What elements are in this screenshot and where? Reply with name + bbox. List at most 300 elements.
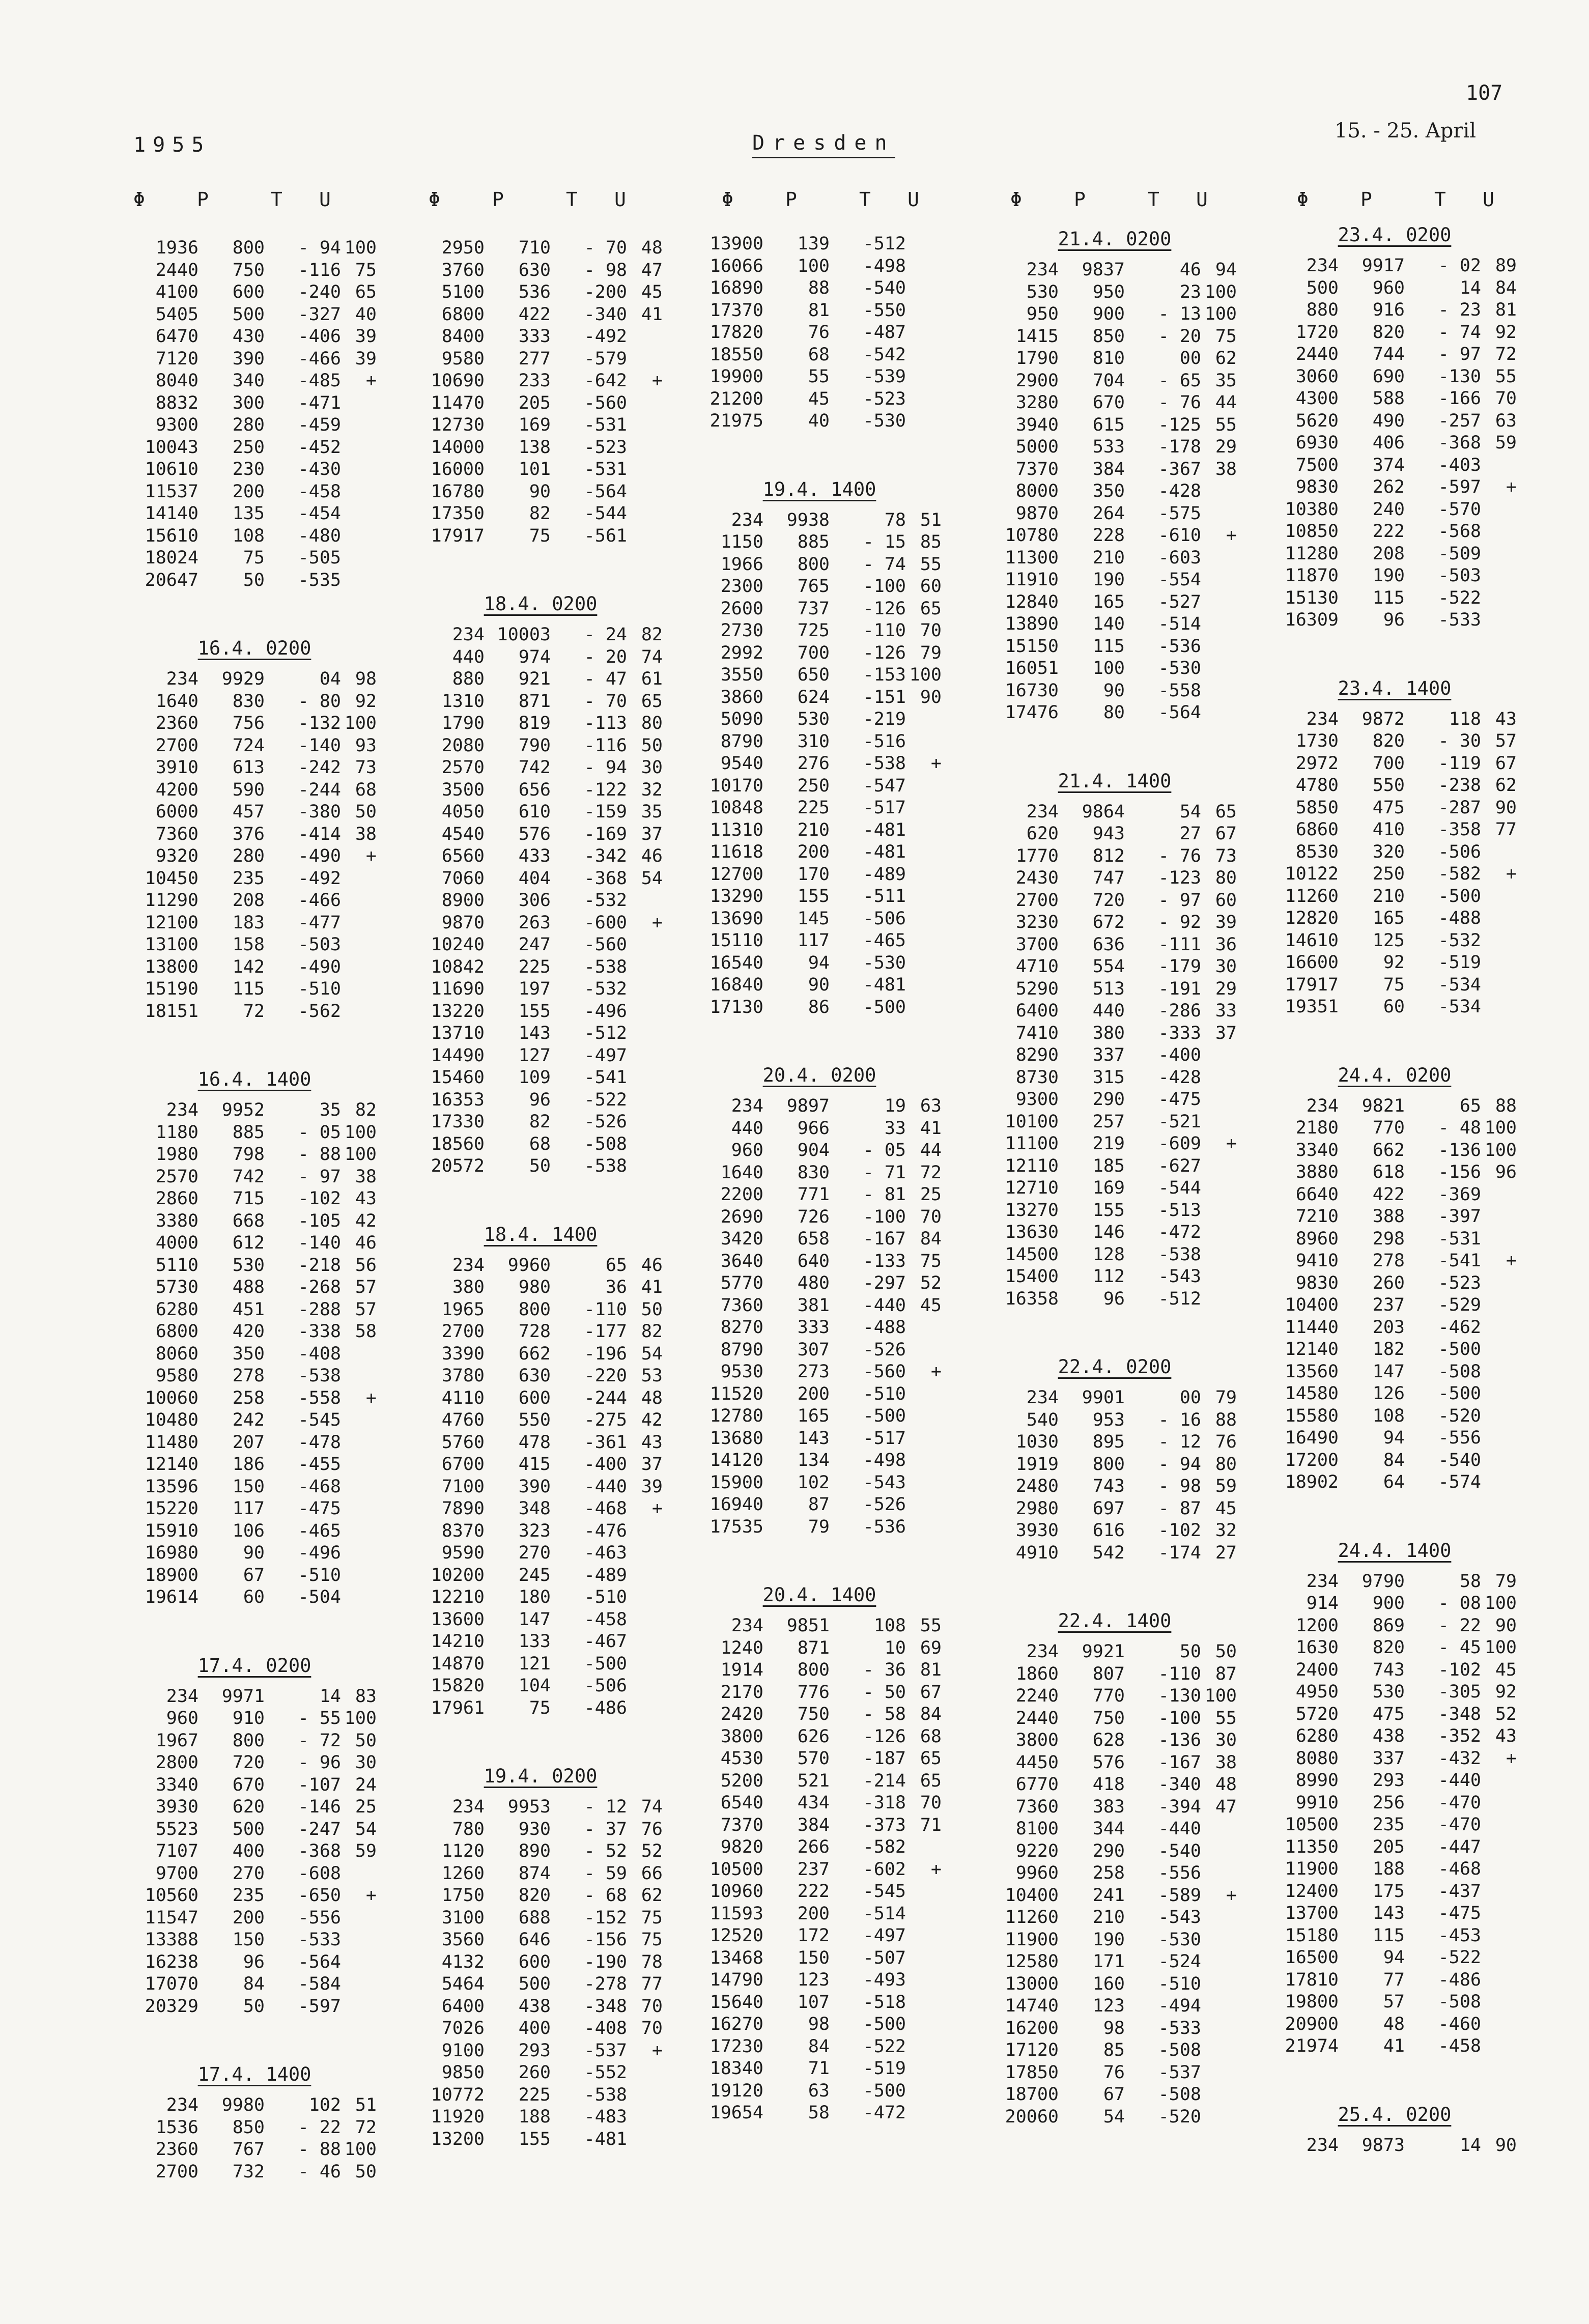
t-cell: -545 bbox=[863, 1881, 906, 1902]
mark-cell bbox=[1237, 1663, 1262, 1686]
mark-cell bbox=[377, 1277, 402, 1299]
mark-cell bbox=[663, 757, 688, 779]
mark-cell bbox=[1517, 1206, 1542, 1228]
p-cell: 75 bbox=[243, 548, 265, 568]
mark-cell bbox=[377, 326, 402, 348]
u-cell: 70 bbox=[920, 1206, 942, 1227]
table-row bbox=[1278, 1659, 1542, 1682]
p-cell: 210 bbox=[1092, 547, 1125, 568]
u-cell: 29 bbox=[1215, 437, 1237, 457]
phi-cell: 4780 bbox=[1295, 775, 1339, 796]
table-row bbox=[702, 344, 967, 366]
p-cell: 225 bbox=[518, 2084, 551, 2105]
table-row bbox=[1278, 1969, 1542, 1992]
mark-cell bbox=[1517, 1161, 1542, 1184]
p-cell: 732 bbox=[232, 2161, 265, 2182]
table-row bbox=[702, 775, 967, 798]
phi-cell: 3640 bbox=[720, 1251, 763, 1271]
p-cell: 636 bbox=[1092, 934, 1125, 955]
p-cell: 155 bbox=[518, 2129, 551, 2149]
phi-cell: 12700 bbox=[710, 864, 763, 885]
table-row bbox=[137, 326, 402, 348]
u-cell bbox=[627, 2062, 663, 2084]
t-cell: -100 bbox=[1158, 1708, 1201, 1728]
u-cell: 84 bbox=[1495, 277, 1517, 298]
u-cell: 67 bbox=[1215, 824, 1237, 844]
u-cell bbox=[1201, 636, 1237, 658]
t-cell: -453 bbox=[1438, 1925, 1481, 1946]
phi-cell: 3060 bbox=[1295, 366, 1339, 387]
t-cell: -508 bbox=[1438, 1361, 1481, 1382]
phi-cell: 3380 bbox=[155, 1210, 198, 1231]
mark-cell bbox=[1517, 2014, 1542, 2036]
table-row bbox=[423, 1907, 688, 1930]
phi-cell: 18024 bbox=[145, 548, 198, 568]
u-cell bbox=[1481, 1881, 1517, 1903]
phi-cell: 13680 bbox=[710, 1428, 763, 1449]
phi-cell: 18151 bbox=[145, 1001, 198, 1022]
phi-cell: 13000 bbox=[1005, 1973, 1059, 1994]
mark-cell bbox=[1237, 326, 1262, 348]
p-cell: 756 bbox=[232, 713, 265, 733]
u-cell: 46 bbox=[641, 1255, 663, 1276]
table-row bbox=[423, 1840, 688, 1863]
t-cell: 00 bbox=[1179, 1387, 1201, 1408]
u-cell: + bbox=[1226, 1885, 1237, 1906]
phi-cell: 234 bbox=[452, 1797, 485, 1817]
t-cell: -558 bbox=[1158, 680, 1201, 701]
phi-cell: 20900 bbox=[1285, 2014, 1339, 2034]
u-cell: 94 bbox=[1215, 260, 1237, 280]
table-row bbox=[423, 1454, 688, 1476]
p-cell: 662 bbox=[1372, 1140, 1405, 1160]
phi-cell: 1860 bbox=[1015, 1663, 1059, 1684]
phi-cell: 15400 bbox=[1005, 1266, 1059, 1287]
u-cell: 93 bbox=[355, 735, 377, 756]
t-cell: -518 bbox=[863, 1992, 906, 2013]
mark-cell bbox=[1517, 255, 1542, 277]
mark-cell bbox=[377, 1210, 402, 1233]
phi-cell: 7100 bbox=[441, 1476, 485, 1497]
table-row bbox=[702, 1704, 967, 1726]
phi-cell: 11350 bbox=[1285, 1836, 1339, 1857]
p-cell: 263 bbox=[518, 912, 551, 933]
u-cell bbox=[627, 956, 663, 979]
table-row bbox=[1278, 1615, 1542, 1637]
table-row bbox=[702, 687, 967, 709]
data-column-1 bbox=[137, 237, 402, 2229]
phi-cell: 8080 bbox=[1295, 1748, 1339, 1769]
table-row bbox=[423, 326, 688, 348]
table-row bbox=[702, 1162, 967, 1184]
mark-cell bbox=[1237, 591, 1262, 614]
t-cell: -394 bbox=[1158, 1796, 1201, 1817]
mark-cell bbox=[1517, 455, 1542, 477]
phi-cell: 2300 bbox=[720, 576, 763, 597]
table-row bbox=[1278, 1836, 1542, 1859]
p-cell: 219 bbox=[1092, 1133, 1125, 1154]
phi-cell: 17535 bbox=[710, 1516, 763, 1537]
p-cell: 306 bbox=[518, 890, 551, 911]
u-cell bbox=[1201, 1840, 1237, 1863]
p-cell: 54 bbox=[1103, 2106, 1125, 2127]
table-row bbox=[998, 392, 1262, 414]
t-cell: -535 bbox=[298, 570, 341, 590]
t-cell: -458 bbox=[298, 481, 341, 502]
mark-cell bbox=[942, 1450, 967, 1472]
p-cell: 618 bbox=[1372, 1162, 1405, 1182]
p-cell: 662 bbox=[518, 1343, 551, 1364]
phi-cell: 234 bbox=[1306, 1571, 1339, 1592]
p-cell: 84 bbox=[1383, 1450, 1405, 1470]
p-cell: 108 bbox=[1372, 1405, 1405, 1426]
u-cell: 37 bbox=[1215, 1023, 1237, 1043]
t-cell: -100 bbox=[863, 1206, 906, 1227]
phi-cell: 8790 bbox=[720, 731, 763, 752]
sounding-block bbox=[998, 770, 1262, 1311]
phi-cell: 17350 bbox=[431, 503, 485, 524]
p-cell: 670 bbox=[1092, 392, 1125, 413]
u-cell: 30 bbox=[641, 757, 663, 778]
phi-cell: 16500 bbox=[1285, 1947, 1339, 1968]
mark-cell bbox=[1237, 1907, 1262, 1929]
t-cell: 65 bbox=[605, 1255, 627, 1276]
p-cell: 82 bbox=[529, 503, 551, 524]
p-cell: 121 bbox=[518, 1653, 551, 1674]
u-cell bbox=[341, 890, 377, 912]
mark-cell bbox=[377, 1409, 402, 1432]
p-cell: 300 bbox=[232, 392, 265, 413]
p-cell: 530 bbox=[232, 1255, 265, 1276]
u-cell: 70 bbox=[1495, 388, 1517, 409]
mark-cell bbox=[377, 1343, 402, 1366]
mark-cell bbox=[1517, 1770, 1542, 1792]
mark-cell bbox=[377, 1232, 402, 1255]
table-row bbox=[1278, 1228, 1542, 1251]
mark-cell bbox=[377, 481, 402, 503]
t-cell: -397 bbox=[1438, 1206, 1481, 1227]
u-cell bbox=[906, 1383, 942, 1406]
phi-cell: 2700 bbox=[155, 2161, 198, 2182]
p-cell: 138 bbox=[518, 437, 551, 458]
table-row bbox=[137, 1498, 402, 1520]
phi-cell: 16358 bbox=[1005, 1288, 1059, 1309]
table-row bbox=[423, 1697, 688, 1720]
phi-cell: 9580 bbox=[155, 1366, 198, 1386]
mark-cell bbox=[942, 1770, 967, 1793]
table-row bbox=[998, 1685, 1262, 1708]
u-cell: 90 bbox=[920, 687, 942, 707]
t-cell: -642 bbox=[584, 371, 627, 391]
u-cell bbox=[906, 2058, 942, 2080]
t-cell: -408 bbox=[298, 1343, 341, 1364]
u-cell: 57 bbox=[355, 1299, 377, 1320]
phi-cell: 3940 bbox=[1015, 414, 1059, 435]
t-cell: -584 bbox=[298, 1974, 341, 1994]
p-cell: 790 bbox=[518, 735, 551, 756]
mark-cell bbox=[1237, 2106, 1262, 2129]
p-cell: 98 bbox=[808, 2014, 830, 2034]
mark-cell bbox=[377, 1730, 402, 1752]
table-row bbox=[137, 1885, 402, 1907]
table-row bbox=[137, 978, 402, 1001]
phi-cell: 15580 bbox=[1285, 1405, 1339, 1426]
mark-cell bbox=[663, 1387, 688, 1410]
t-cell: -368 bbox=[584, 868, 627, 889]
t-cell: -480 bbox=[298, 525, 341, 546]
t-cell: -540 bbox=[1438, 1450, 1481, 1470]
p-cell: 64 bbox=[1383, 1472, 1405, 1492]
mark-cell bbox=[942, 388, 967, 411]
t-cell: -519 bbox=[863, 2058, 906, 2079]
t-cell: -498 bbox=[863, 1450, 906, 1470]
phi-cell: 12820 bbox=[1285, 908, 1339, 928]
u-cell bbox=[627, 1653, 663, 1676]
mark-cell bbox=[663, 1819, 688, 1841]
t-cell: -327 bbox=[298, 304, 341, 325]
mark-cell bbox=[1517, 1969, 1542, 1992]
p-cell: 750 bbox=[797, 1704, 830, 1724]
p-cell: 771 bbox=[797, 1184, 830, 1205]
p-cell: 235 bbox=[232, 1885, 265, 1906]
mark-cell bbox=[1517, 1405, 1542, 1428]
u-cell bbox=[627, 503, 663, 525]
date-period: 15. - 25. April bbox=[1335, 119, 1477, 143]
table-row bbox=[137, 691, 402, 713]
phi-cell: 1150 bbox=[720, 532, 763, 552]
mark-cell bbox=[1517, 1725, 1542, 1748]
phi-cell: 7370 bbox=[1015, 459, 1059, 479]
table-row bbox=[137, 1752, 402, 1774]
phi-cell: 1966 bbox=[720, 554, 763, 575]
u-cell: 39 bbox=[1215, 912, 1237, 932]
mark-cell bbox=[663, 890, 688, 912]
table-row bbox=[702, 1615, 967, 1637]
sounding-block bbox=[423, 1224, 688, 1720]
phi-cell: 6400 bbox=[441, 1996, 485, 2017]
sounding-block bbox=[137, 1068, 402, 1609]
phi-cell: 2950 bbox=[441, 238, 485, 258]
u-cell bbox=[906, 300, 942, 322]
p-cell: 430 bbox=[232, 326, 265, 347]
phi-cell: 16066 bbox=[710, 256, 763, 276]
table-row bbox=[998, 1885, 1262, 1907]
u-cell: 67 bbox=[1495, 753, 1517, 774]
table-row bbox=[702, 1339, 967, 1362]
phi-cell: 12210 bbox=[431, 1587, 485, 1607]
table-row bbox=[1278, 1250, 1542, 1272]
table-row bbox=[137, 481, 402, 503]
u-cell: 53 bbox=[641, 1366, 663, 1386]
u-cell: 100 bbox=[344, 1708, 377, 1728]
sounding-block bbox=[423, 593, 688, 1178]
mark-cell bbox=[942, 1903, 967, 1925]
mark-cell bbox=[1517, 1294, 1542, 1317]
phi-cell: 8730 bbox=[1015, 1067, 1059, 1088]
table-row bbox=[702, 598, 967, 620]
table-row bbox=[137, 1863, 402, 1885]
p-cell: 820 bbox=[1372, 322, 1405, 343]
phi-cell: 620 bbox=[1026, 824, 1059, 844]
table-row bbox=[1278, 499, 1542, 521]
sounding-date-time: 23.4. 1400 bbox=[1338, 677, 1452, 699]
table-row bbox=[137, 1365, 402, 1387]
mark-cell bbox=[942, 1206, 967, 1229]
u-cell: 68 bbox=[920, 1726, 942, 1747]
mark-cell bbox=[1237, 2039, 1262, 2062]
p-cell: 726 bbox=[797, 1206, 830, 1227]
phi-cell: 2972 bbox=[1295, 753, 1339, 774]
table-row bbox=[137, 1840, 402, 1863]
mark-cell bbox=[377, 779, 402, 802]
sounding-table bbox=[137, 1686, 402, 2018]
mark-cell bbox=[1237, 1685, 1262, 1708]
mark-cell bbox=[1517, 2035, 1542, 2058]
p-cell: 410 bbox=[1372, 819, 1405, 840]
u-cell bbox=[906, 1405, 942, 1428]
u-cell: + bbox=[651, 1498, 663, 1519]
mark-cell bbox=[663, 481, 688, 503]
table-row bbox=[423, 525, 688, 548]
mark-cell bbox=[377, 1188, 402, 1210]
table-row bbox=[1278, 841, 1542, 864]
t-cell: -579 bbox=[584, 348, 627, 369]
t-cell: -191 bbox=[1158, 978, 1201, 999]
table-row bbox=[702, 576, 967, 598]
t-cell: -466 bbox=[298, 890, 341, 911]
p-cell: 280 bbox=[232, 846, 265, 866]
t-cell: -526 bbox=[863, 1494, 906, 1515]
t-cell: 118 bbox=[1449, 708, 1481, 729]
t-cell: -517 bbox=[863, 798, 906, 818]
p-cell: 200 bbox=[797, 1383, 830, 1404]
phi-cell: 7410 bbox=[1015, 1023, 1059, 1043]
phi-cell: 9870 bbox=[1015, 503, 1059, 524]
phi-cell: 6000 bbox=[155, 802, 198, 822]
mark-cell bbox=[663, 912, 688, 934]
mark-cell bbox=[942, 974, 967, 997]
p-cell: 94 bbox=[1383, 1428, 1405, 1448]
table-row bbox=[423, 2062, 688, 2084]
u-cell: 55 bbox=[1495, 366, 1517, 387]
u-cell: + bbox=[1226, 1133, 1237, 1154]
sounding-date-time: 22.4. 1400 bbox=[1058, 1610, 1172, 1632]
u-cell bbox=[906, 952, 942, 975]
table-row bbox=[702, 731, 967, 753]
t-cell: - 74 bbox=[863, 554, 906, 575]
table-row bbox=[137, 2139, 402, 2161]
data-column-4 bbox=[998, 228, 1262, 2174]
p-cell: 820 bbox=[518, 1885, 551, 1906]
phi-cell: 17917 bbox=[1285, 974, 1339, 995]
mark-cell bbox=[1517, 1991, 1542, 2014]
t-cell: -500 bbox=[1438, 1383, 1481, 1404]
t-cell: -447 bbox=[1438, 1836, 1481, 1857]
t-cell: 35 bbox=[319, 1100, 341, 1120]
u-cell: 50 bbox=[355, 1730, 377, 1751]
p-cell: 94 bbox=[1383, 1947, 1405, 1968]
u-cell bbox=[906, 1969, 942, 1992]
table-row bbox=[702, 1450, 967, 1472]
u-cell: 92 bbox=[1495, 322, 1517, 343]
t-cell: -582 bbox=[1438, 864, 1481, 884]
phi-cell: 8990 bbox=[1295, 1770, 1339, 1791]
t-cell: - 74 bbox=[1438, 322, 1481, 343]
mark-cell bbox=[942, 1383, 967, 1406]
p-cell: 72 bbox=[243, 1001, 265, 1022]
t-cell: - 98 bbox=[584, 260, 627, 280]
u-cell: 100 bbox=[1204, 1686, 1237, 1706]
table-row bbox=[137, 414, 402, 437]
u-cell: 82 bbox=[641, 625, 663, 645]
p-cell: 143 bbox=[797, 1428, 830, 1449]
table-row bbox=[998, 1796, 1262, 1819]
phi-cell: 17120 bbox=[1005, 2040, 1059, 2060]
table-row bbox=[702, 509, 967, 532]
phi-cell: 2600 bbox=[720, 598, 763, 619]
mark-cell bbox=[1517, 819, 1542, 841]
u-cell: 44 bbox=[1215, 392, 1237, 413]
t-cell: -126 bbox=[863, 642, 906, 663]
u-cell: 73 bbox=[1215, 845, 1237, 866]
mark-cell bbox=[942, 1428, 967, 1450]
sounding-date-time: 16.4. 0200 bbox=[197, 637, 311, 659]
u-cell bbox=[906, 775, 942, 798]
phi-cell: 9220 bbox=[1015, 1840, 1059, 1861]
mark-cell bbox=[377, 912, 402, 934]
p-cell: 41 bbox=[1383, 2036, 1405, 2056]
u-cell: 65 bbox=[920, 598, 942, 619]
phi-cell: 6470 bbox=[155, 326, 198, 347]
table-row bbox=[137, 459, 402, 481]
mark-cell bbox=[1517, 1903, 1542, 1925]
t-cell: -167 bbox=[1158, 1752, 1201, 1773]
p-cell: 950 bbox=[1092, 281, 1125, 302]
table-row bbox=[702, 1317, 967, 1339]
phi-cell: 234 bbox=[1026, 1387, 1059, 1408]
u-cell: 32 bbox=[641, 779, 663, 800]
phi-cell: 12580 bbox=[1005, 1951, 1059, 1972]
p-cell: 720 bbox=[232, 1752, 265, 1773]
table-row bbox=[1278, 521, 1542, 543]
p-cell: 250 bbox=[232, 437, 265, 458]
u-cell: + bbox=[651, 2040, 663, 2061]
phi-cell: 5110 bbox=[155, 1255, 198, 1276]
u-cell bbox=[906, 1925, 942, 1947]
u-cell: 52 bbox=[1495, 1704, 1517, 1724]
mark-cell bbox=[1517, 299, 1542, 322]
mark-cell bbox=[663, 868, 688, 890]
table-row bbox=[137, 503, 402, 525]
p-cell: 626 bbox=[797, 1726, 830, 1747]
mark-cell bbox=[1237, 1641, 1262, 1663]
phi-cell: 9700 bbox=[155, 1863, 198, 1884]
u-cell bbox=[627, 1631, 663, 1653]
phi-cell: 1640 bbox=[720, 1162, 763, 1183]
phi-cell: 234 bbox=[731, 1616, 763, 1636]
u-cell bbox=[341, 459, 377, 481]
sounding-table bbox=[998, 259, 1262, 724]
p-cell: 747 bbox=[1092, 868, 1125, 888]
phi-cell: 16600 bbox=[1285, 952, 1339, 973]
p-cell: 438 bbox=[518, 1996, 551, 2017]
u-cell: 68 bbox=[355, 779, 377, 800]
phi-cell: 10500 bbox=[1285, 1815, 1339, 1835]
table-row bbox=[1278, 455, 1542, 477]
table-row bbox=[998, 1498, 1262, 1520]
p-cell: 980 bbox=[518, 1277, 551, 1297]
column-header-phi: Φ bbox=[1297, 188, 1309, 211]
